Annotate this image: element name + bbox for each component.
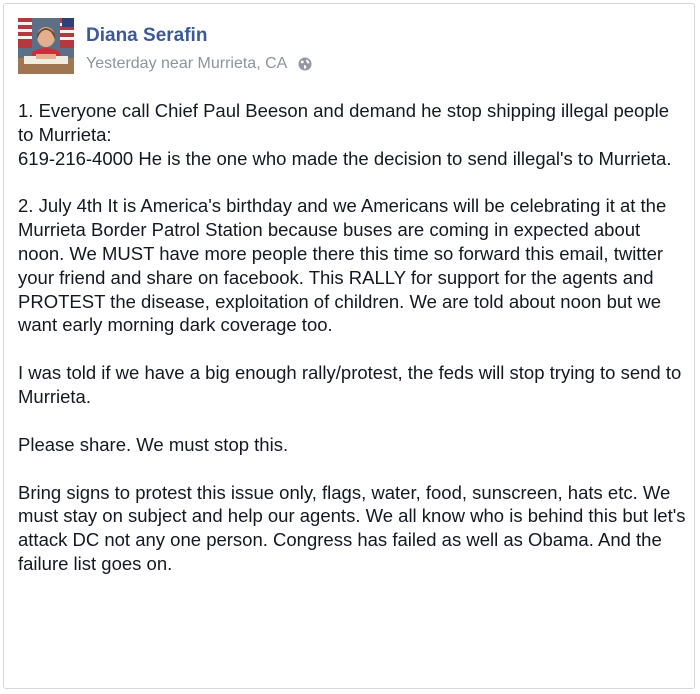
globe-icon[interactable] xyxy=(298,57,312,71)
post-paragraph xyxy=(18,99,686,170)
author-name[interactable]: Diana Serafin xyxy=(86,25,208,46)
post-paragraph: Please share. We must stop this. xyxy=(18,433,289,455)
post-location[interactable]: Murrieta, CA xyxy=(197,55,288,72)
post-line: 1. Everyone call Chief Paul Beeson and demand he stop shipping illegal people to Murrieta: xyxy=(18,100,670,145)
post-card xyxy=(3,3,695,689)
post-time[interactable]: Yesterday xyxy=(86,55,157,72)
location-prefix: near xyxy=(161,55,194,72)
avatar[interactable] xyxy=(18,18,74,74)
profile-photo xyxy=(18,18,74,74)
post-body xyxy=(18,99,686,600)
post-paragraph: I was told if we have a big enough rally/protest, the feds will stop trying to send to Murrieta. xyxy=(18,362,682,407)
post-paragraph: Bring signs to protest this issue only, flags, water, food, sunscreen, hats etc. We must stay on subject and help our agents. We all know who is behind this but let's attack DC not any one person. Congress has failed as well as Obama. And the failure list goes on. xyxy=(18,481,686,574)
post-meta xyxy=(86,54,312,74)
post-line: 619-216-4000 He is the one who made the decision to send illegal's to Murrieta. xyxy=(18,147,672,169)
post-paragraph: 2. July 4th It is America's birthday and we Americans will be celebrating it at the Murrieta Border Patrol Station because buses are coming in expected about noon. We MUST have more people there this time so forward this email, twitter your friend and share on facebook. This RALLY for support for the agents and PROTEST the disease, exploitation of children. We are told about noon but we want early morning dark coverage too. xyxy=(18,195,667,336)
